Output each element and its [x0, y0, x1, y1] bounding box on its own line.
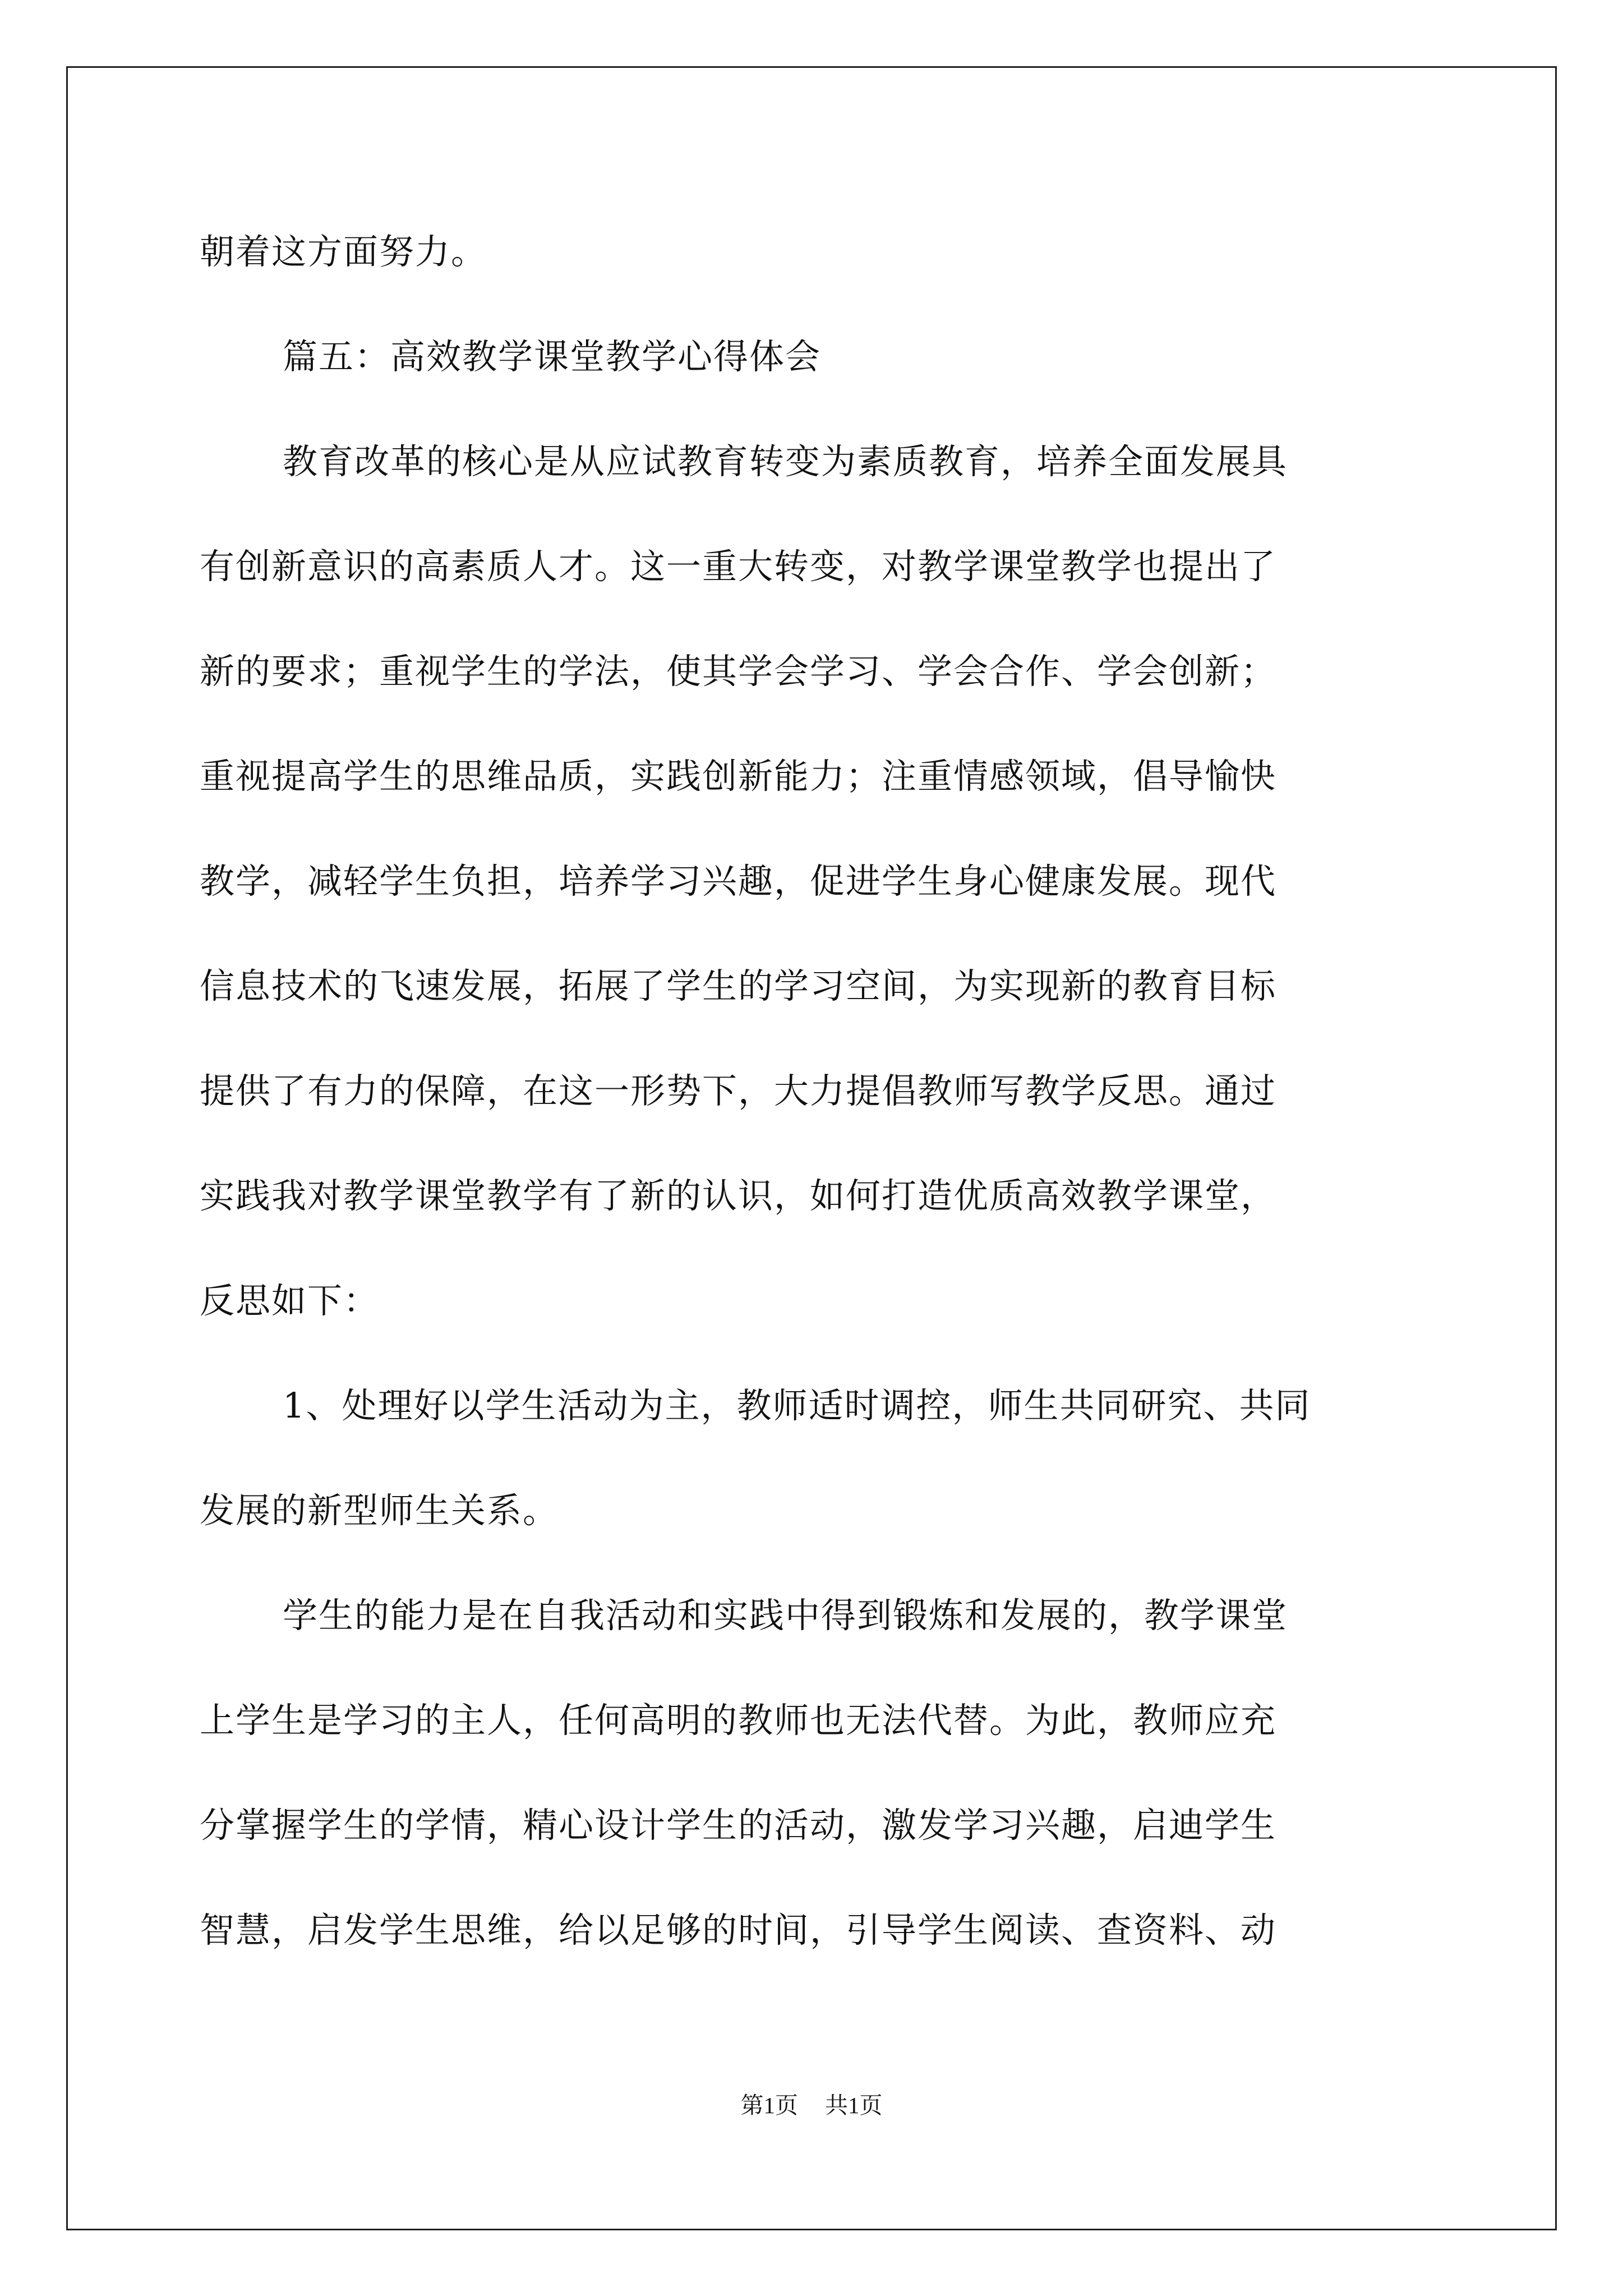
text-line: 上学生是学习的主人，任何高明的教师也无法代替。为此，教师应充 [200, 1700, 1277, 1741]
text-line: 1、处理好以学生活动为主，教师适时调控，师生共同研究、共同 [283, 1385, 1311, 1426]
text-line: 信息技术的飞速发展，拓展了学生的学习空间，为实现新的教育目标 [200, 965, 1277, 1006]
text-line: 分掌握学生的学情，精心设计学生的活动，激发学习兴趣，启迪学生 [200, 1805, 1277, 1846]
text-line: 新的要求；重视学生的学法，使其学会学习、学会合作、学会创新； [200, 651, 1277, 692]
page-total: 共1页 [825, 2092, 883, 2118]
document-body [200, 199, 1426, 1982]
page-footer [0, 2088, 1623, 2122]
page-number: 第1页 [740, 2092, 798, 2118]
text-line: 朝着这方面努力。 [200, 231, 487, 272]
text-line: 提供了有力的保障，在这一形势下，大力提倡教师写教学反思。通过 [200, 1070, 1277, 1111]
text-line: 智慧，启发学生思维，给以足够的时间，引导学生阅读、查资料、动 [200, 1910, 1277, 1950]
text-line: 教育改革的核心是从应试教育转变为素质教育，培养全面发展具 [283, 441, 1288, 482]
section-heading: 篇五：高效教学课堂教学心得体会 [283, 336, 822, 377]
text-line: 反思如下： [200, 1280, 380, 1321]
text-line: 发展的新型师生关系。 [200, 1490, 559, 1531]
text-line: 重视提高学生的思维品质，实践创新能力；注重情感领域，倡导愉快 [200, 756, 1277, 797]
text-line: 实践我对教学课堂教学有了新的认识，如何打造优质高效教学课堂， [200, 1175, 1277, 1216]
text-line: 学生的能力是在自我活动和实践中得到锻炼和发展的，教学课堂 [283, 1595, 1288, 1636]
text-line: 有创新意识的高素质人才。这一重大转变，对教学课堂教学也提出了 [200, 546, 1277, 587]
text-line: 教学，减轻学生负担，培养学习兴趣，促进学生身心健康发展。现代 [200, 861, 1277, 901]
